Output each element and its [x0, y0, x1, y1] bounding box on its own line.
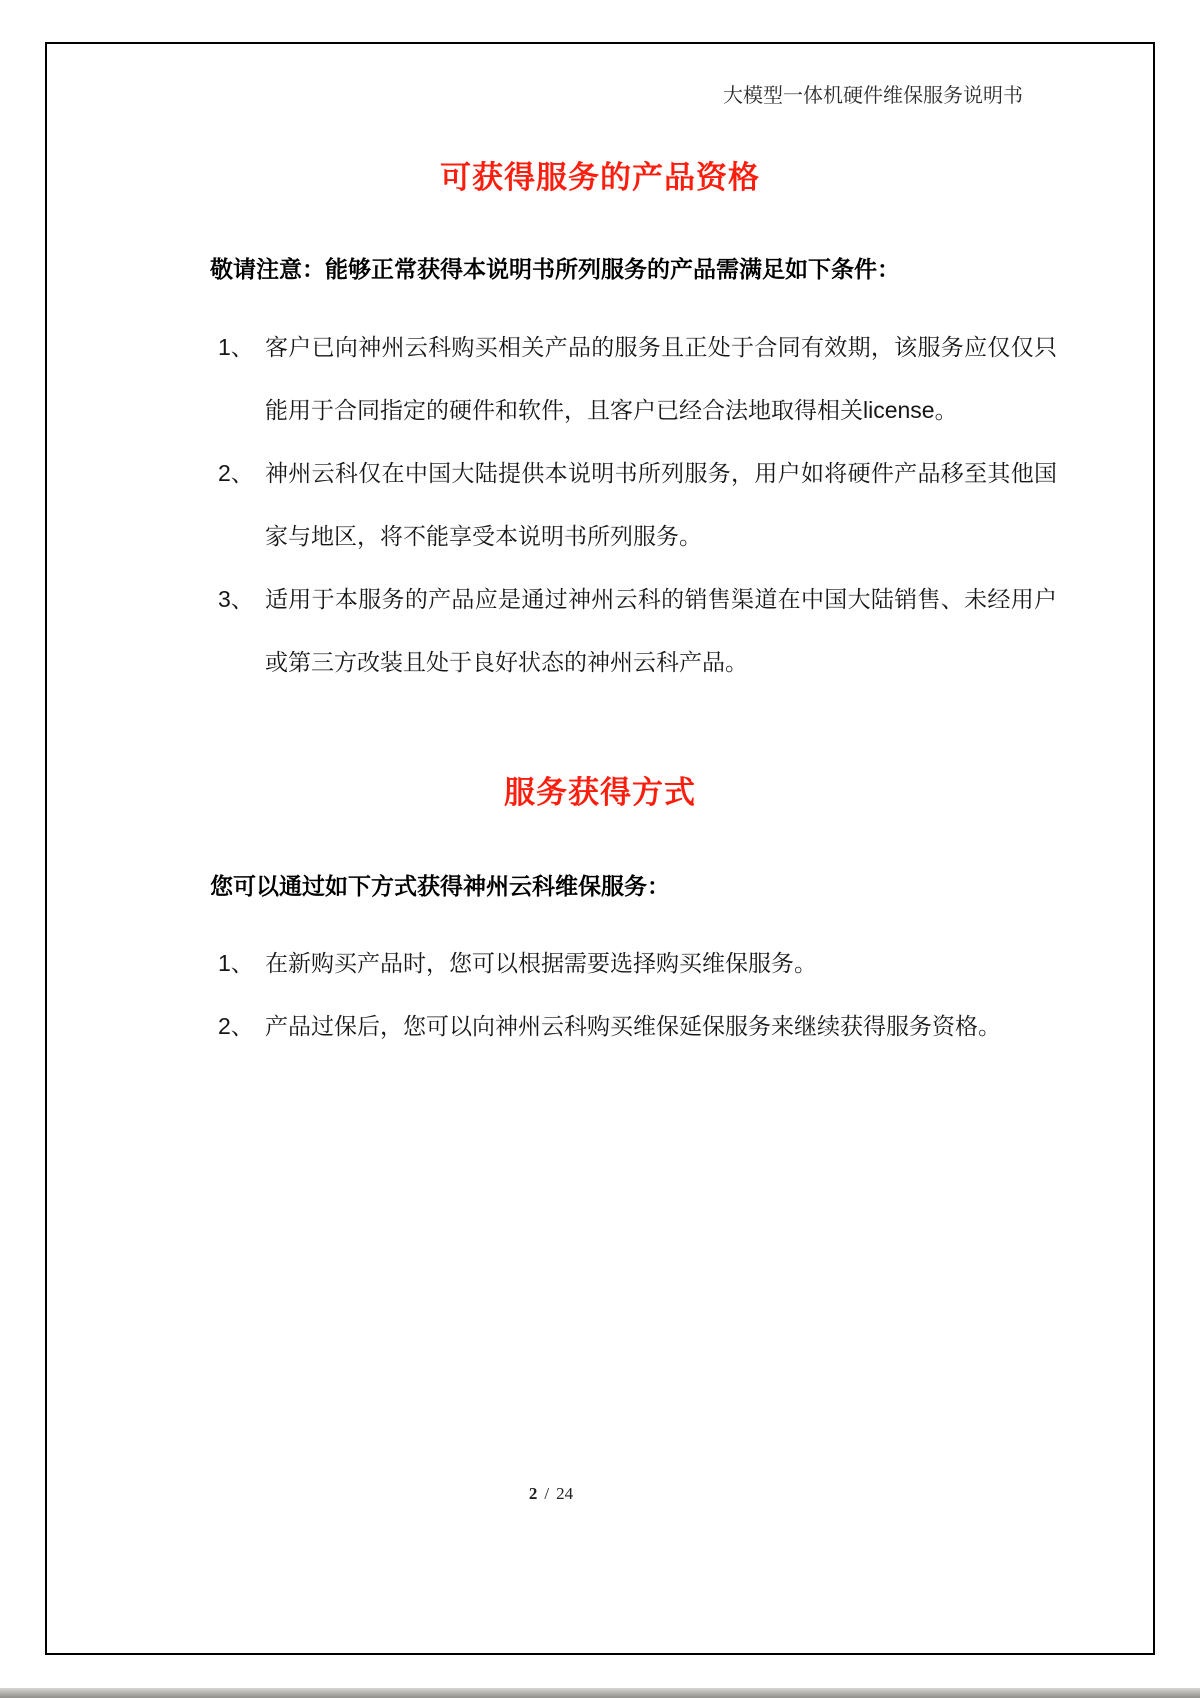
section-title-eligibility: 可获得服务的产品资格 — [440, 160, 760, 195]
section-intro-eligibility: 敬请注意：能够正常获得本说明书所列服务的产品需满足如下条件： — [210, 256, 900, 282]
list-item — [218, 932, 1058, 995]
list-item — [218, 442, 1058, 568]
page-number-current: 2 — [528, 1484, 538, 1503]
page-footer — [0, 1482, 1102, 1506]
list-item-number: 2、 — [218, 1013, 254, 1039]
list-item-text: 产品过保后，您可以向神州云科购买维保延保服务来继续获得服务资格。 — [265, 1013, 1001, 1039]
list-item-text: 神州云科仅在中国大陆提供本说明书所列服务，用户如将硬件产品移至其他国家与地区，将不能享受本说明书所列服务。 — [265, 460, 1057, 549]
eligibility-list — [218, 316, 1058, 694]
page-bottom-edge — [0, 1688, 1200, 1698]
list-item-number: 3、 — [218, 586, 254, 612]
list-item-number: 2、 — [218, 460, 254, 486]
page-number-separator: / — [544, 1484, 550, 1503]
page-border — [45, 42, 1155, 1655]
section-intro-how-to-obtain: 您可以通过如下方式获得神州云科维保服务： — [210, 873, 670, 899]
list-item-number: 1、 — [218, 334, 254, 360]
how-to-obtain-list — [218, 932, 1058, 1058]
list-item-text: 在新购买产品时，您可以根据需要选择购买维保服务。 — [265, 950, 817, 976]
list-item — [218, 995, 1058, 1058]
list-item-number: 1、 — [218, 950, 254, 976]
list-item — [218, 316, 1058, 442]
section-title-how-to-obtain: 服务获得方式 — [504, 775, 696, 810]
list-item-text: 适用于本服务的产品应是通过神州云科的销售渠道在中国大陆销售、未经用户或第三方改装且处于良好状态的神州云科产品。 — [265, 586, 1057, 675]
page-number-total: 24 — [556, 1484, 574, 1503]
list-item-text: 客户已向神州云科购买相关产品的服务且正处于合同有效期，该服务应仅仅只能用于合同指定的硬件和软件，且客户已经合法地取得相关license。 — [265, 334, 1057, 423]
list-item — [218, 568, 1058, 694]
page-header-title: 大模型一体机硬件维保服务说明书 — [723, 85, 1023, 107]
